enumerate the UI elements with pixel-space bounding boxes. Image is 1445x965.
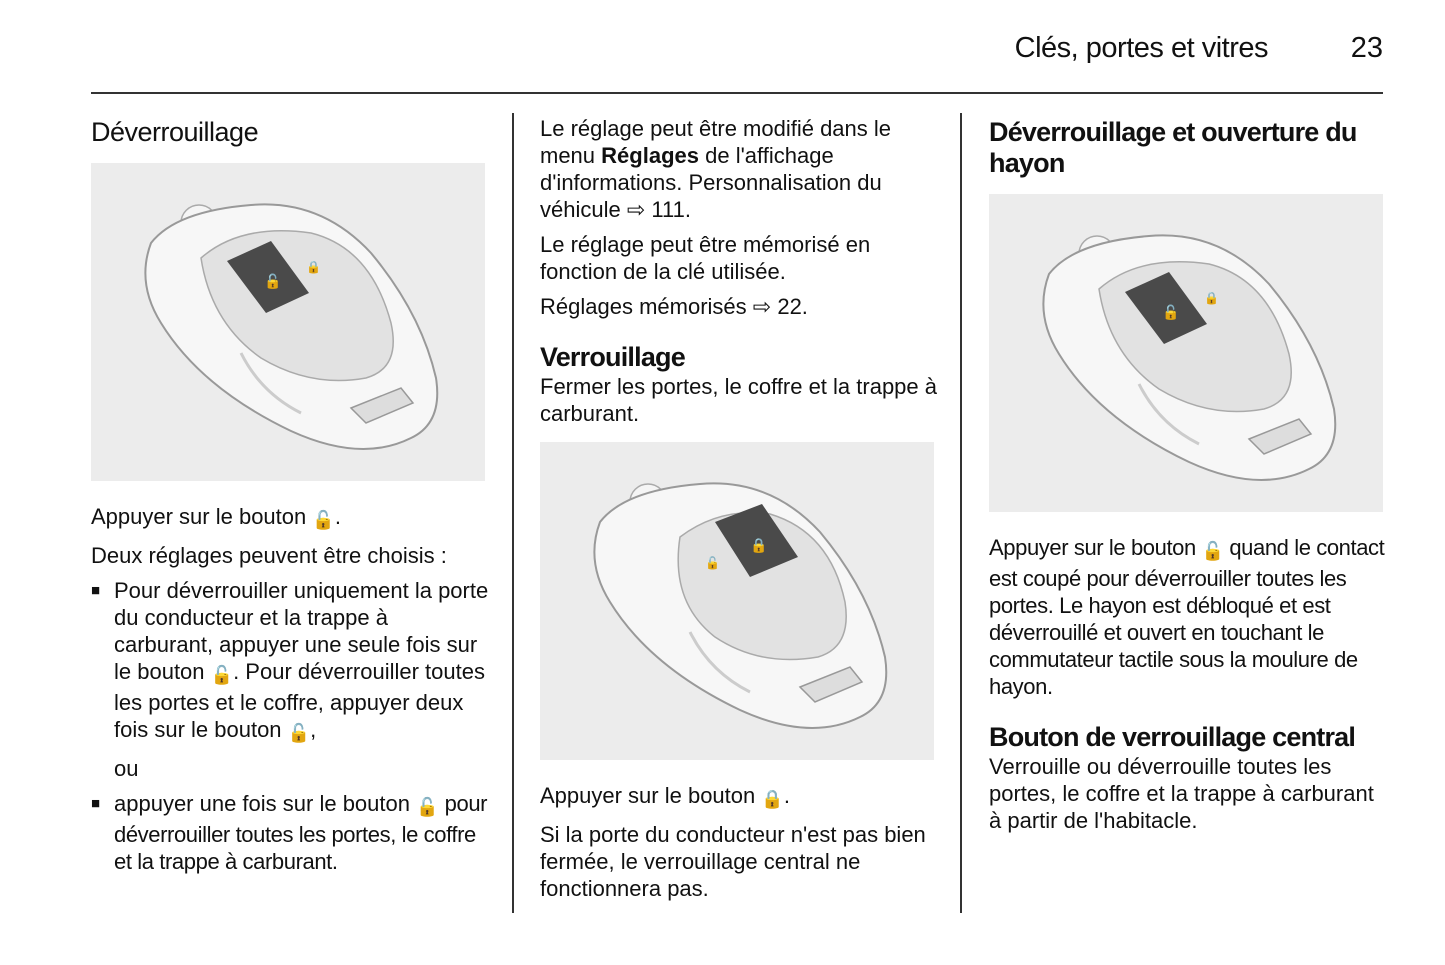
page-header <box>91 28 1383 94</box>
column-divider <box>960 113 962 913</box>
svg-text:🔓: 🔓 <box>705 556 720 570</box>
svg-text:🔓: 🔓 <box>1162 305 1180 321</box>
key-fob-illustration <box>540 442 934 760</box>
instruction-text: Appuyer sur le bouton <box>91 504 307 529</box>
paragraph: Si la porte du conducteur n'est pas bien fermée, le verrouillage central ne fonctionnera pas. <box>540 822 926 901</box>
section-heading: Bouton de verrouillage central <box>989 722 1356 752</box>
unlock-icon: 🔓 <box>1201 541 1224 561</box>
column-divider <box>512 113 514 913</box>
page-reference: 111. <box>651 197 691 222</box>
key-fob-illustration <box>989 194 1383 512</box>
list-item: ■ Pour déverrouiller uniquement la porte du conducteur et la trappe à carburant, appuyer une seule fois sur le bouton 🔓. Pour déverrouiller toutes les portes et le coffre, appuyer deux fois sur le bouton 🔓, <box>91 577 491 747</box>
key-fob-illustration <box>91 163 485 481</box>
svg-text:🔒: 🔒 <box>750 538 768 554</box>
lock-icon: 🔒 <box>761 789 784 809</box>
or-text: ou <box>114 756 139 781</box>
paragraph: de l'affichage d'informations. Personnalisation du véhicule <box>540 143 882 222</box>
section-heading: Verrouillage <box>540 342 685 372</box>
chapter-title: Clés, portes et vitres <box>1014 32 1268 64</box>
instruction-text: Appuyer sur le bouton <box>989 535 1196 560</box>
column-locking: Le réglage peut être modifié dans le menu Réglages de l'affichage d'informations. Personnalisation du véhicule ⇨ 111. Le réglage peut être mémorisé en fonction de la clé utilisée. Réglages mémorisés ⇨ 22. Verrouillage Fermer les portes, le coffre et la trappe à carburant. 🔒 🔓 Appuyer sur le bouton 🔒. Si la porte du conducteur n'est pas bien fermée, le verrouillage central ne fonctionnera pas. <box>540 115 940 902</box>
menu-name: Réglages <box>601 143 699 168</box>
page-number: 23 <box>1350 32 1383 64</box>
section-heading: Déverrouillage <box>91 117 259 147</box>
unlock-icon: 🔓 <box>287 723 311 743</box>
reference-arrow-icon: ⇨ <box>752 294 772 319</box>
reference-arrow-icon: ⇨ <box>626 197 646 222</box>
unlock-icon: 🔓 <box>416 797 439 817</box>
paragraph: Le réglage peut être mémorisé en fonction de la clé utilisée. <box>540 232 871 284</box>
unlock-icon: 🔓 <box>312 510 335 530</box>
paragraph: Réglages mémorisés <box>540 294 747 319</box>
list-item <box>91 790 491 875</box>
instruction-text: quand le contact est coupé pour déverrouiller toutes les portes. Le hayon est débloqué et est déverrouillé et ouvert en touchant le commutateur tactile sous la moulure de hayon. <box>989 535 1385 699</box>
column-unlocking: Déverrouillage 🔓 🔒 Appuyer sur le bouton 🔓. Deux réglages peuvent être choisis : ■ Pour déverrouiller uniquement la porte du conducteur et la trappe à carburant, appuyer une seule fois sur le bouton 🔓. Pour déverrouiller toutes les portes et le coffre, appuyer deux fois sur le bouton 🔓, ou ■ appuyer une fois sur le bouton 🔓 pour déverrouiller toutes les portes, le coffre et la trappe à carburant. <box>91 113 491 875</box>
svg-text:🔒: 🔒 <box>306 260 321 274</box>
section-heading: Déverrouillage et ouverture du hayon <box>989 117 1357 178</box>
paragraph: Le réglage peut être modifié dans le menu <box>540 116 892 168</box>
bullet-text: . Pour déverrouiller toutes les portes et le coffre, appuyer deux fois sur le bouton <box>114 659 485 742</box>
bullet-text: appuyer une fois sur le bouton <box>114 791 410 816</box>
paragraph: Deux réglages peuvent être choisis : <box>91 543 447 568</box>
column-tailgate <box>989 113 1389 834</box>
bullet-text: pour déverrouiller toutes les portes, le coffre et la trappe à carburant. <box>114 791 488 874</box>
svg-text:🔓: 🔓 <box>264 274 282 290</box>
svg-text:🔒: 🔒 <box>1204 291 1219 305</box>
instruction-text: Appuyer sur le bouton <box>540 783 756 808</box>
bullet-text: Pour déverrouiller uniquement la porte du conducteur et la trappe à carburant, appuyer une seule fois sur le bouton <box>114 578 489 684</box>
unlock-icon: 🔓 <box>210 665 234 685</box>
paragraph: Verrouille ou déverrouille toutes les portes, le coffre et la trappe à carburant à partir de l'habitacle. <box>989 754 1374 833</box>
paragraph: Fermer les portes, le coffre et la trappe à carburant. <box>540 374 937 426</box>
page-reference: 22. <box>777 294 808 319</box>
